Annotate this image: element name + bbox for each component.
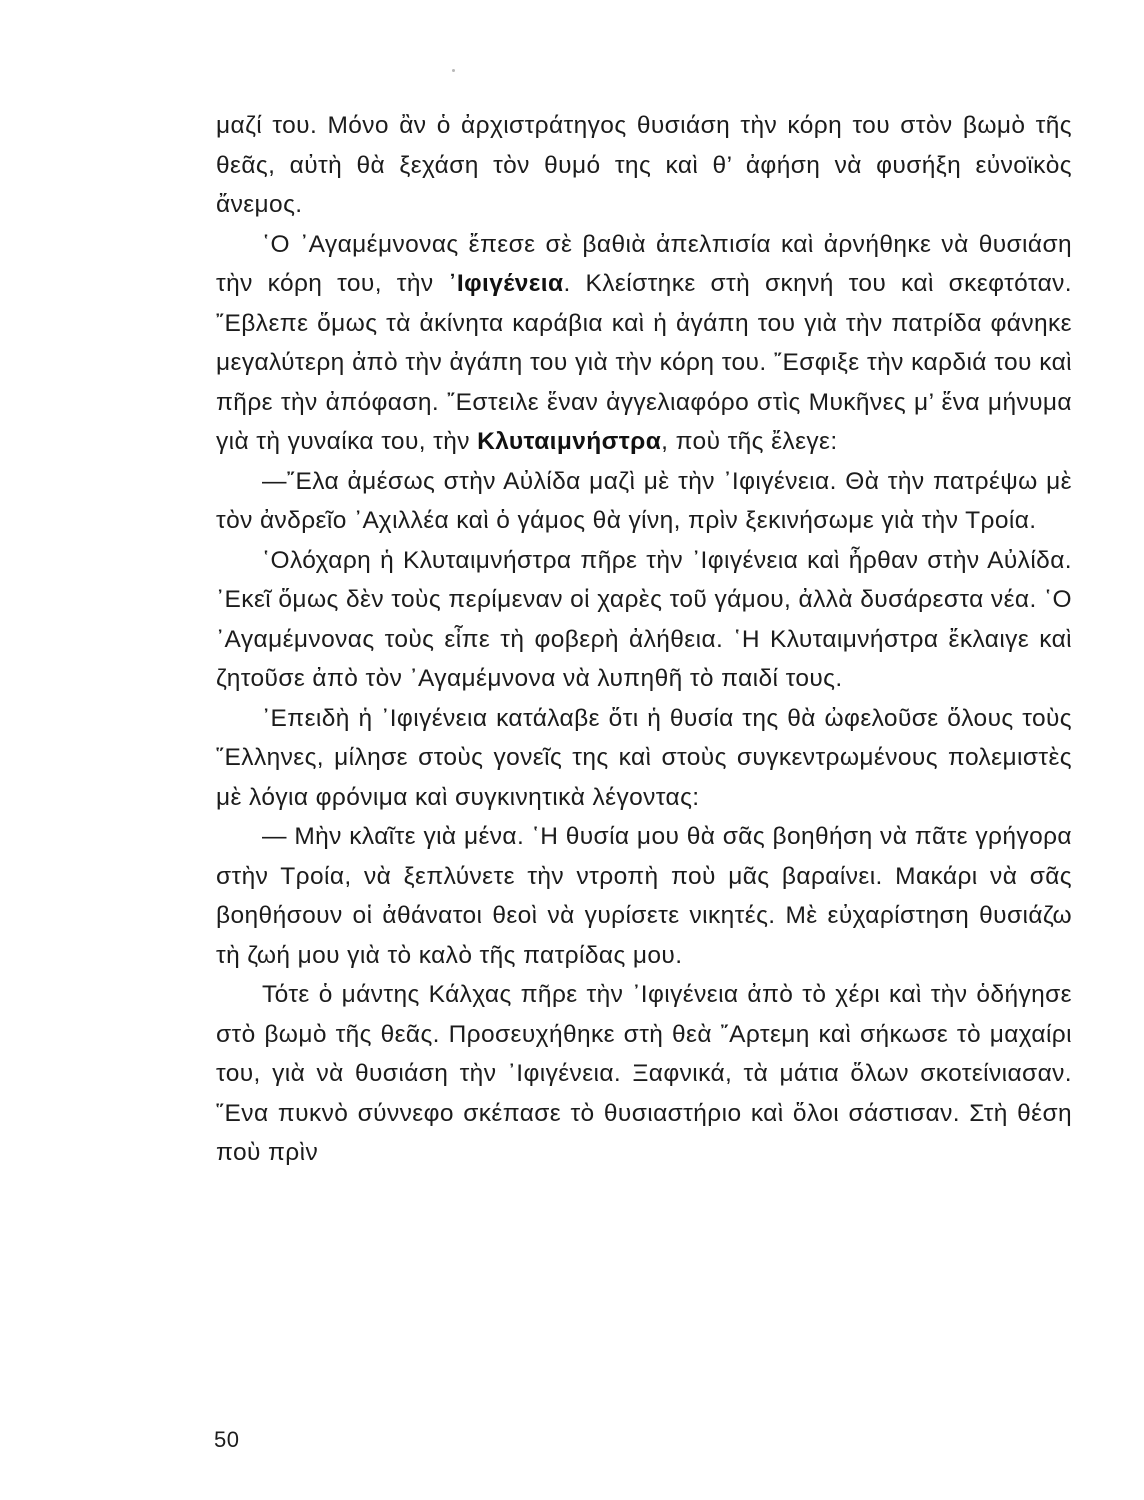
paragraph	[216, 106, 1072, 225]
bold-name-iphigenia: ᾿Ιφιγένεια	[448, 270, 564, 297]
page-text-body	[216, 106, 1072, 1173]
paragraph-text: Τότε ὁ μάντης Κάλχας πῆρε τὴν ᾿Ιφιγένεια ἀπὸ τὸ χέρι καὶ τὴν ὁδήγησε στὸ βωμὸ τῆς θεᾶς. Προσευχήθηκε στὴ θεὰ ῎Αρτεμη καὶ σήκωσε τὸ μαχαίρι του, γιὰ νὰ θυσιάση τὴν ᾿Ιφιγένεια. Ξαφνικά, τὰ μάτια ὅλων σκοτείνιασαν. ῞Ενα πυκνὸ σύννεφο σκέπασε τὸ θυσιαστήριο καὶ ὅλοι σάστισαν. Στὴ θέση ποὺ πρὶν	[216, 981, 1072, 1166]
paragraph	[216, 541, 1072, 699]
paragraph	[216, 975, 1072, 1173]
paragraph-text: , ποὺ τῆς ἔλεγε:	[661, 428, 838, 455]
paragraph-dialogue	[216, 462, 1072, 541]
paragraph-text: —῎Ελα ἀμέσως στὴν Αὐλίδα μαζὶ μὲ τὴν ᾿Ιφιγένεια. Θὰ τὴν πατρέψω μὲ τὸν ἀνδρεῖο ᾿Αχιλλέα καὶ ὁ γάμος θὰ γίνη, πρὶν ξεκινήσωμε γιὰ τὴν Τροία.	[216, 467, 1072, 534]
paragraph-text: . Κλείστηκε στὴ σκηνή του καὶ σκεφτόταν. ῎Εβλεπε ὅμως τὰ ἀκίνητα καράβια καὶ ἡ ἀγάπη του γιὰ τὴν πατρίδα φάνηκε μεγαλύτερη ἀπὸ τὴν ἀγάπη του γιὰ τὴν κόρη του. ῎Εσφιξε τὴν καρδιά του καὶ πῆρε τὴν ἀπόφαση. ῎Εστειλε ἕναν ἀγγελιαφόρο στὶς Μυκῆνες μ’ ἕνα μήνυμα γιὰ τὴ γυναίκα του, τὴν	[216, 270, 1072, 455]
paragraph-dialogue	[216, 817, 1072, 975]
paragraph	[216, 225, 1072, 462]
paragraph-text: — Μὴν κλαῖτε γιὰ μένα. ῾Η θυσία μου θὰ σᾶς βοηθήση νὰ πᾶτε γρήγορα στὴν Τροία, νὰ ξεπλύνετε τὴν ντροπὴ ποὺ μᾶς βαραίνει. Μακάρι νὰ σᾶς βοηθήσουν οἱ ἀθάνατοι θεοὶ νὰ γυρίσετε νικητές. Μὲ εὐχαρίστηση θυσιάζω τὴ ζωή μου γιὰ τὸ καλὸ τῆς πατρίδας μου.	[216, 823, 1072, 969]
page-number: 50	[214, 1427, 240, 1452]
paper-speck	[452, 69, 455, 72]
paragraph-text: μαζί του. Μόνο ἂν ὁ ἀρχιστράτηγος θυσιάση τὴν κόρη του στὸν βωμὸ τῆς θεᾶς, αὐτὴ θὰ ξεχάση τὸν θυμό της καὶ θ’ ἀφήση νὰ φυσήξη εὐνοϊκὸς ἄνεμος.	[216, 112, 1072, 218]
paragraph-text: ᾿Επειδὴ ἡ ᾿Ιφιγένεια κατάλαβε ὅτι ἡ θυσία της θὰ ὠφελοῦσε ὅλους τοὺς ῞Ελληνες, μίλησε στοὺς γονεῖς της καὶ στοὺς συγκεντρωμένους πολεμιστὲς μὲ λόγια φρόνιμα καὶ συγκινητικὰ λέγοντας:	[216, 704, 1072, 811]
paragraph	[216, 699, 1072, 818]
paragraph-text: ῾Ολόχαρη ἡ Κλυταιμνήστρα πῆρε τὴν ᾿Ιφιγένεια καὶ ἦρθαν στὴν Αὐλίδα. ᾿Εκεῖ ὅμως δὲν τοὺς περίμεναν οἱ χαρὲς τοῦ γάμου, ἀλλὰ δυσάρεστα νέα. ῾Ο ᾿Αγαμέμνονας τοὺς εἶπε τὴ φοβερὴ ἀλήθεια. ῾Η Κλυταιμνήστρα ἔκλαιγε καὶ ζητοῦσε ἀπὸ τὸν ᾿Αγαμέμνονα νὰ λυπηθῆ τὸ παιδί τους.	[216, 546, 1072, 692]
paragraph-text: ῾Ο ᾿Αγαμέμνονας ἔπεσε σὲ βαθιὰ ἀπελπισία καὶ ἀρνήθηκε νὰ θυσιάση τὴν κόρη του, τὴν	[216, 230, 1072, 297]
bold-name-clytemnestra: Κλυταιμνήστρα	[477, 428, 662, 455]
